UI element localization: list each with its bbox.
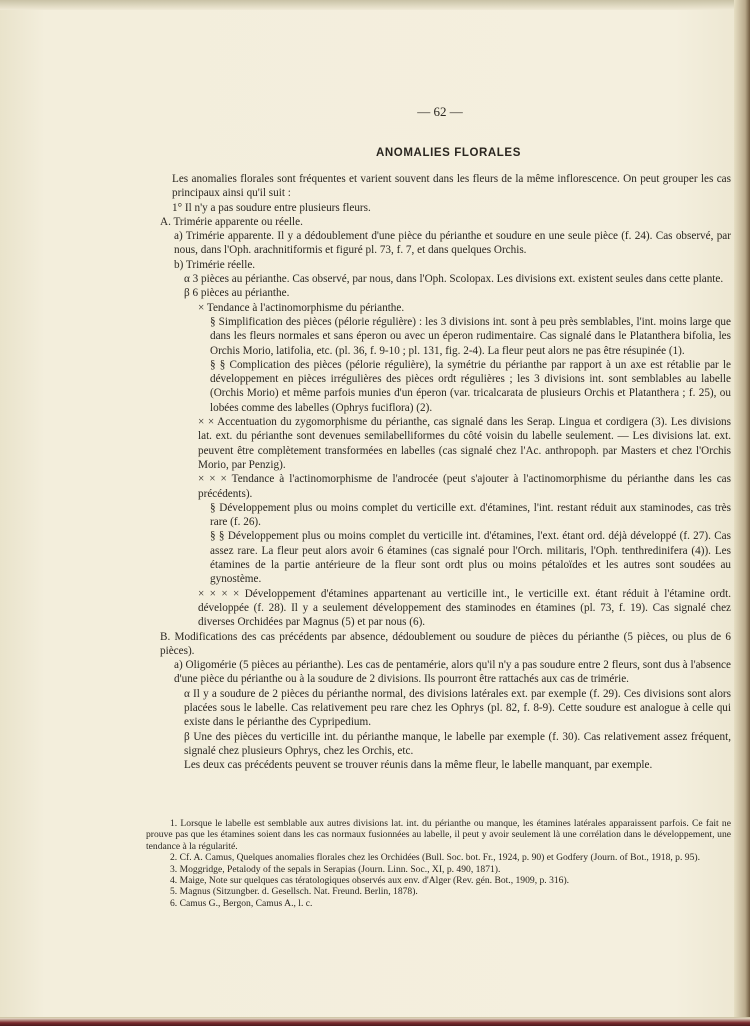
paragraph-zygomorphisme: × × Accentuation du zygomorphisme du périanthe, cas signalé dans les Serap. Lingua et cordigera (3). Les divisions lat. ext. du périanthe sont devenues semilabelliformes du côté voisin du labelle seulement. — Les divisions lat. ext. peuvent être complètement transformées en labelles (cas signalé chez l'Ac. anthropoph. par Masters et chez l'Orchis Morio, par Penzig).: [198, 416, 731, 471]
footnotes: [146, 818, 731, 909]
book-binding-edge: [734, 0, 750, 1026]
page-top-edge: [0, 0, 750, 10]
paragraph-staminodes: × × × × Développement d'étamines appartenant au verticille int., le verticille ext. étant réduit à l'étamine ordt. développée (f. 28). Il y a seulement développement des staminodes en étamines (pl. 73, f. 19). Cas signalé chez diverses Orchidées par Magnus (5) et par nous (6).: [198, 587, 731, 629]
footnote-3: 3. Moggridge, Petalody of the sepals in Serapias (Journ. Linn. Soc., XI, p. 490, 1871).: [170, 863, 501, 875]
footnote-5: 5. Magnus (Sitzungber. d. Gesellsch. Nat. Freund. Berlin, 1878).: [170, 886, 418, 898]
paragraph-trimerie-reelle: b) Trimérie réelle.: [174, 258, 256, 271]
paragraph-alpha-3-pieces: α 3 pièces au périanthe. Cas observé, par nous, dans l'Oph. Scolopax. Les divisions ext. existent seules dans cette plante.: [184, 273, 724, 286]
paragraph-complication: § § Complication des pièces (pélorie régulière), la symétrie du périanthe par rapport à un axe est rétablie par le développement en pièces irrégulières des pièces ordt régulières ; les 3 divisions int. sont semblables au labelle (Orchis Morio) et même parfois munies d'un éperon (var. tricalcarata de plusieurs Orchis et Platanthera ; f. 25), ou lobées comme des labelles (Ophrys fuciflora) (2).: [210, 358, 731, 414]
paragraph-section-a: A. Trimérie apparente ou réelle.: [160, 215, 303, 228]
footnote-6: 6. Camus G., Bergon, Camus A., l. c.: [170, 897, 313, 909]
paragraph-trimerie-apparente: a) Trimérie apparente. Il y a dédoublement d'une pièce du périanthe et soudure en une seule pièce (f. 24). Cas observé, par nous, dans l'Oph. arachnitiformis et figuré pl. 73, f. 7, et dans quelques Orchis.: [174, 230, 731, 257]
paragraph-intro: Les anomalies florales sont fréquentes et varient souvent dans les fleurs de la même inflorescence. On peut grouper les cas principaux ainsi qu'il suit :: [172, 173, 731, 200]
paragraph-conclusion: Les deux cas précédents peuvent se trouver réunis dans la même fleur, le labelle manquant, par exemple.: [184, 759, 653, 772]
paragraph-section-1: 1° Il n'y a pas soudure entre plusieurs fleurs.: [172, 201, 371, 214]
page-number: — 62 —: [417, 104, 463, 119]
footnote-4: 4. Maige, Note sur quelques cas tératologiques observés aux env. d'Alger (Rev. gén. Bot., 1909, p. 316).: [170, 875, 570, 887]
main-text: [146, 172, 731, 772]
paragraph-verticille-ext: § Développement plus ou moins complet du verticille ext. d'étamines, l'int. restant réduit aux staminodes, cas très rare (f. 26).: [210, 501, 731, 529]
section-title: ANOMALIES FLORALES: [376, 147, 521, 159]
paragraph-oligomerie: a) Oligomérie (5 pièces au périanthe). Les cas de pentamérie, alors qu'il n'y a pas soudure entre 2 fleurs, sont dus à l'absence d'une pièce du périanthe ou à la soudure de 2 divisions. Ils pourront être rattachés aux cas de trimérie.: [174, 659, 731, 686]
footnote-2: 2. Cf. A. Camus, Quelques anomalies florales chez les Orchidées (Bull. Soc. bot. Fr., 1924, p. 90) et Godfery (Journ. of Bot., 1918, p. 95).: [170, 852, 700, 864]
book-cover-edge: [0, 1018, 750, 1026]
footnote-1: 1. Lorsque le labelle est semblable aux autres divisions lat. int. du périanthe ou manque, les étamines latérales apparaissent parfois. Ce fait ne prouve pas que les étamines soient dans les cas normaux fusionnées au labelle, il peut y avoir seulement là une corrélation dans le développement, une tendance à la régularité.: [146, 818, 731, 852]
paragraph-b-beta: β Une des pièces du verticille int. du périanthe manque, le labelle par exemple (f. 30). Cas relativement assez fréquent, signalé chez plusieurs Ophrys, chez les Orchis, etc.: [184, 730, 731, 757]
paragraph-simplification: § Simplification des pièces (pélorie régulière) : les 3 divisions int. sont à peu près semblables, l'int. moins large que dans les fleurs normales et sans éperon ou avec un éperon rudimentaire. Cas signalé dans le Platanthera bifolia, les Orchis Morio, latifolia, etc. (pl. 36, f. 9-10 ; pl. 131, fig. 2-4). La fleur peut alors ne pas être résupinée (1).: [210, 315, 731, 357]
paragraph-verticille-int: § § Développement plus ou moins complet du verticille int. d'étamines, l'ext. étant ord. déjà développé (f. 27). Cas assez rare. La fleur peut alors avoir 6 étamines (cas signalé pour l'Orch. militaris, l'Oph. tenthredinifera (4)). Les étamines de la partie antérieure de la fleur sont ordt plus ou moins pétaloïdes et les autres sont soudées au gynostème.: [210, 530, 731, 586]
paragraph-androcee: × × × Tendance à l'actinomorphisme de l'androcée (peut s'ajouter à l'actinomorphisme du périanthe dans les cas précédents).: [198, 473, 731, 500]
paragraph-beta-6-pieces: β 6 pièces au périanthe.: [184, 287, 290, 300]
paragraph-actinomorphisme: × Tendance à l'actinomorphisme du périanthe.: [198, 301, 405, 314]
paragraph-section-b: B. Modifications des cas précédents par absence, dédoublement ou soudure de pièces du périanthe (5 pièces, ou plus de 6 pièces).: [160, 630, 731, 657]
paragraph-b-alpha: α Il y a soudure de 2 pièces du périanthe normal, des divisions latérales ext. par exemple (f. 29). Ces divisions sont alors placées sous le labelle. Cas relativement peu rare chez les Ophrys (pl. 82, f. 8-9). Cette soudure est analogue à celle qui existe dans le périanthe des Cypripedium.: [184, 687, 731, 729]
